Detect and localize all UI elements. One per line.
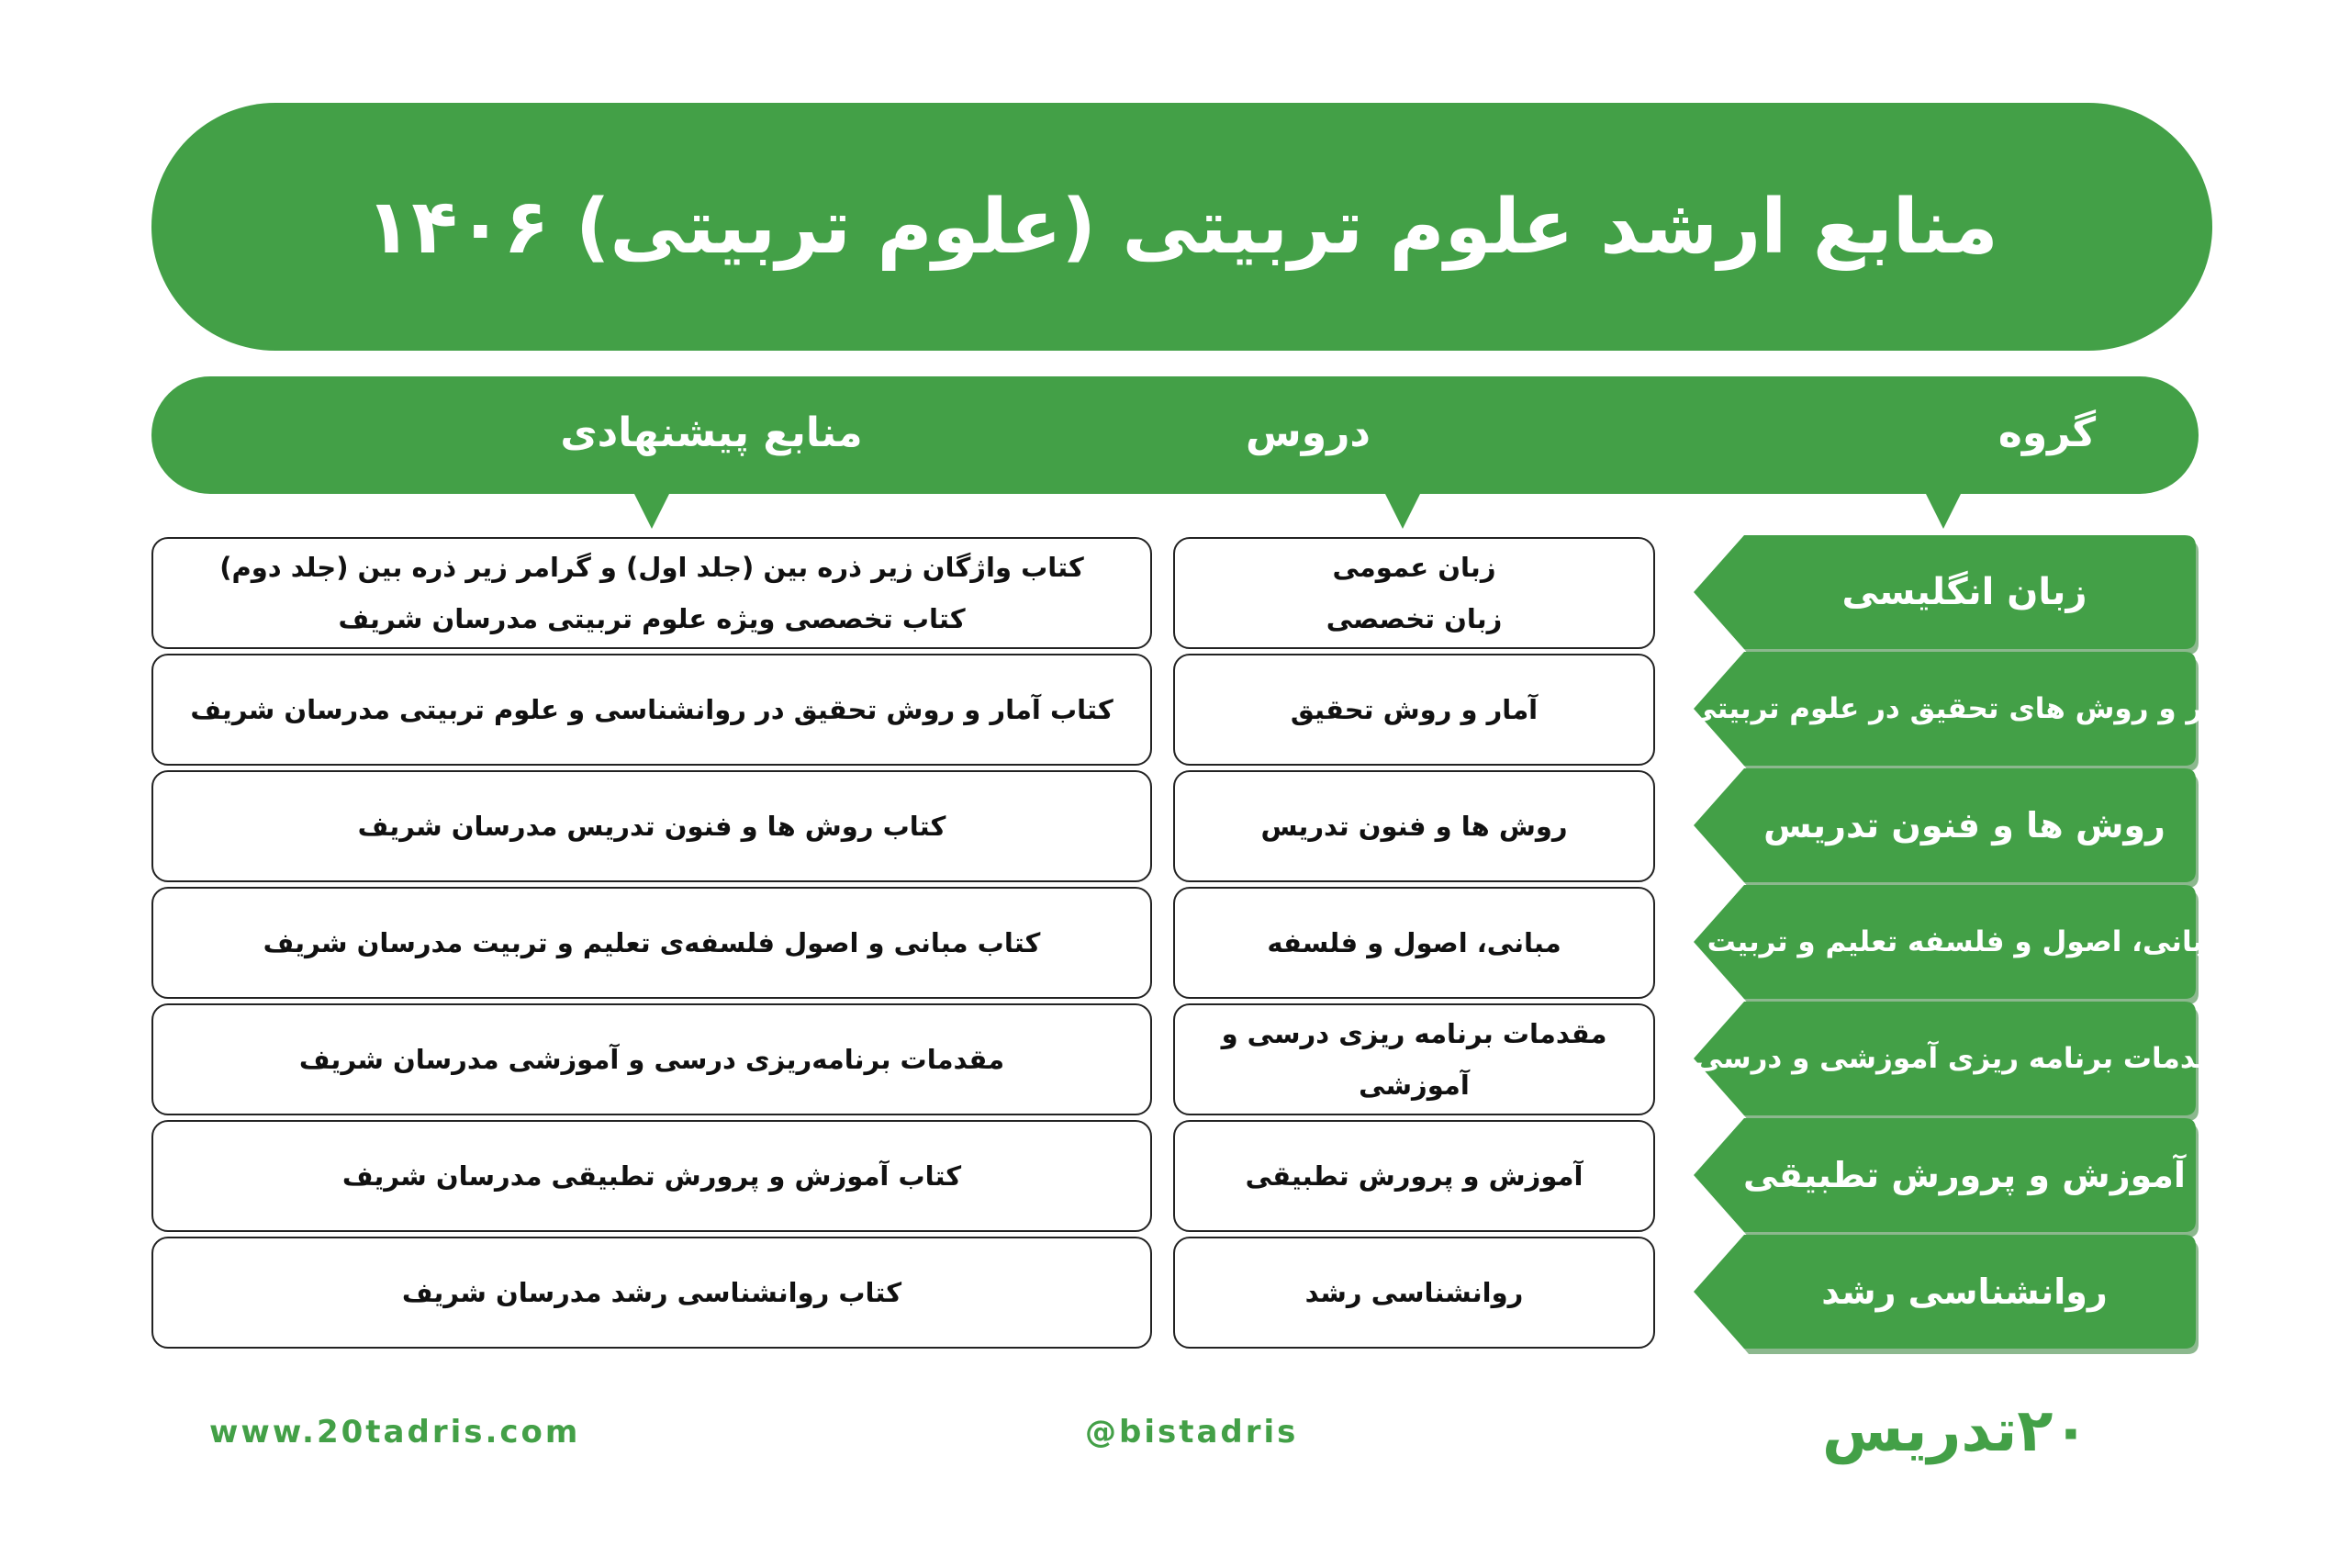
courses-cell <box>1173 887 1655 999</box>
resources-cell <box>151 887 1152 999</box>
resources-cell <box>151 654 1152 766</box>
course-name: زبان عمومی <box>1332 552 1496 583</box>
group-label: مبانی، اصول و فلسفه تعلیم و تربیت <box>1707 925 2222 958</box>
course-name: مبانی، اصول و فلسفه <box>1267 927 1561 958</box>
courses-cell <box>1173 1120 1655 1232</box>
resource-title: کتاب روش ها و فنون تدریس مدرسان شریف <box>357 811 946 842</box>
brand-logo: ۲۰تدریس <box>1822 1397 2089 1465</box>
course-name: روانشناسی رشد <box>1304 1277 1524 1308</box>
resource-title: کتاب روانشناسی رشد مدرسان شریف <box>401 1277 902 1308</box>
resource-title: مقدمات برنامه‌ریزی درسی و آموزشی مدرسان شریف <box>298 1044 1005 1075</box>
courses-cell <box>1173 537 1655 649</box>
resource-title: کتاب مبانی و اصول فلسفه‌ی تعلیم و تربیت مدرسان شریف <box>263 927 1041 958</box>
group-tag <box>1694 1118 2199 1232</box>
header-group: گروه <box>1998 409 2097 456</box>
resource-title: کتاب تخصصی ویژه علوم تربیتی مدرسان شریف <box>338 603 966 634</box>
group-tag <box>1694 535 2199 649</box>
header-pointer-group <box>1925 492 1962 529</box>
course-name: آموزش و پرورش تطبیقی <box>1245 1160 1583 1192</box>
group-label: روش ها و فنون تدریس <box>1763 805 2165 846</box>
courses-cell <box>1173 654 1655 766</box>
website-link[interactable]: www.20tadris.com <box>209 1414 581 1450</box>
group-label: آمار و روش های تحقیق در علوم تربیتی <box>1688 692 2241 725</box>
courses-cell <box>1173 1237 1655 1349</box>
group-tag <box>1694 768 2199 882</box>
header-pointer-courses <box>1384 492 1421 529</box>
social-handle[interactable]: @bistadris <box>1085 1414 1299 1450</box>
group-label: روانشناسی رشد <box>1821 1271 2108 1312</box>
course-name: مقدمات برنامه ریزی درسی و آموزشی <box>1221 1018 1607 1101</box>
header-pointer-resources <box>633 492 670 529</box>
page-title: منابع ارشد علوم تربیتی (علوم تربیتی) ۱۴۰۶ <box>365 183 1998 271</box>
header-resources: منابع پیشنهادی <box>560 409 863 456</box>
group-tag <box>1694 1002 2235 1115</box>
course-name: روش ها و فنون تدریس <box>1260 811 1568 842</box>
course-name: آمار و روش تحقیق <box>1290 694 1539 725</box>
group-label: زبان انگلیسی <box>1841 571 2087 613</box>
resource-title: کتاب واژگان زیر ذره بین (جلد اول) و گرامر زیر ذره بین (جلد دوم) <box>219 552 1084 583</box>
resources-cell <box>151 1003 1152 1115</box>
resources-cell <box>151 770 1152 882</box>
title-banner <box>151 103 2212 351</box>
group-label: آموزش و پرورش تطبیقی <box>1743 1155 2186 1195</box>
resource-title: کتاب آمار و روش تحقیق در روانشناسی و علوم تربیتی مدرسان شریف <box>190 694 1113 725</box>
group-tag <box>1694 1235 2199 1349</box>
resources-cell <box>151 1237 1152 1349</box>
group-label: مقدمات برنامه ریزی آموزشی و درسی <box>1694 1042 2235 1075</box>
header-courses: دروس <box>1246 409 1371 456</box>
group-tag <box>1688 652 2241 766</box>
table-header-bar <box>151 376 2199 494</box>
resource-title: کتاب آموزش و پرورش تطبیقی مدرسان شریف <box>341 1160 962 1192</box>
courses-cell <box>1173 1003 1655 1115</box>
courses-cell <box>1173 770 1655 882</box>
course-name: زبان تخصصی <box>1326 603 1503 634</box>
resources-cell <box>151 537 1152 649</box>
resources-cell <box>151 1120 1152 1232</box>
group-tag <box>1694 885 2222 999</box>
